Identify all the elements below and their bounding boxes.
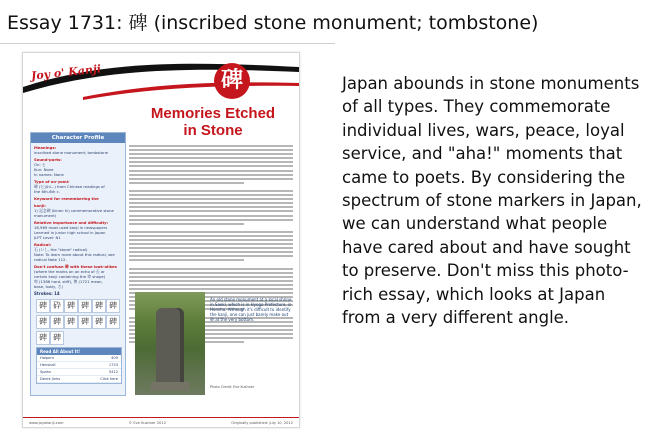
- profile-line: Keyword for remembering the: [34, 196, 99, 201]
- stats-label: Derek Jinks: [40, 377, 61, 381]
- stats-label: Halpern: [40, 356, 55, 360]
- profile-line: monument): [34, 213, 57, 218]
- footer-url: www.joyokanji.com: [29, 420, 64, 425]
- profile-line: Meanings:: [34, 145, 57, 150]
- profile-line: Radical:: [34, 242, 52, 247]
- essay-headline: [143, 105, 283, 139]
- greeked-text-line: [129, 231, 293, 233]
- profile-line: Relative importance and difficulty:: [34, 220, 109, 225]
- greeked-text-line: [129, 210, 293, 212]
- greeked-text-line: [129, 239, 293, 241]
- headline-line-1: Memories Etched: [150, 105, 276, 122]
- profile-heading: Character Profile: [31, 133, 125, 143]
- brand-logo: Joy o' Kanji: [30, 62, 102, 83]
- strokes-label: Strokes: 14: [34, 291, 60, 296]
- profile-line: 碑 (ヒ)(hi...) from Chinese readings of: [34, 184, 105, 189]
- profile-line: Don't confuse 碑 with these look-alikes: [34, 264, 117, 269]
- profile-line: Type of on-yomi:: [34, 179, 70, 184]
- profile-line: 18,969 most used kanji in newspapers: [34, 225, 108, 230]
- stats-value: 409: [111, 356, 118, 360]
- stats-label: Spahn: [40, 370, 52, 374]
- stroke-cell: 碑: [36, 315, 50, 329]
- profile-line: base, lowly, さ): [34, 284, 63, 289]
- greeked-text-line: [129, 243, 293, 245]
- greeked-text-line: [129, 198, 293, 200]
- stroke-cell: 碑: [78, 299, 92, 313]
- profile-line: certain kanji containing the 卑 shape): [34, 274, 106, 279]
- greeked-text-line: [129, 153, 293, 155]
- stone-shape: [156, 308, 184, 386]
- profile-line: inscribed stone monument; tombstone: [34, 150, 108, 155]
- greeked-text-line: [129, 161, 293, 163]
- greeked-text-line: [129, 157, 293, 159]
- profile-line: Sound-parts:: [34, 157, 62, 162]
- stroke-cell: 碑: [64, 315, 78, 329]
- greeked-text-line: [129, 145, 293, 147]
- stroke-cell: 碑: [106, 315, 120, 329]
- profile-line: JLPT Level: N1: [34, 235, 61, 240]
- stroke-cell: 碑: [36, 331, 50, 345]
- character-profile: [30, 132, 126, 396]
- stats-box: [36, 347, 122, 384]
- profile-line: Kun: None: [34, 167, 54, 172]
- profile-line: the 6th-6th c.: [34, 189, 60, 194]
- greeked-text-line: [129, 170, 293, 172]
- stats-value: 5412: [108, 370, 118, 374]
- stats-row: [37, 355, 121, 362]
- greeked-text-line: [129, 215, 293, 217]
- stroke-cell: 碑: [36, 299, 50, 313]
- profile-line: (where the marks on an echo of 石 or: [34, 269, 105, 274]
- stroke-cell: 碑: [92, 315, 106, 329]
- greeked-text-line: [129, 272, 293, 274]
- profile-line: kanji:: [34, 203, 46, 208]
- stats-row: [37, 362, 121, 369]
- stroke-cell: 碑: [92, 299, 106, 313]
- profile-line: Note: To learn more about this radical, see: [34, 252, 115, 257]
- greeked-text-line: [129, 149, 293, 151]
- greeked-text-line: [129, 235, 293, 237]
- headline-line-2: in Stone: [183, 122, 243, 139]
- profile-line: radical Note 112.: [34, 257, 67, 262]
- greeked-text-line: [129, 255, 293, 257]
- stats-row: [37, 369, 121, 376]
- photo-credit: Photo Credit: Eve Kushner: [210, 385, 255, 389]
- stroke-cell: 碑: [50, 331, 64, 345]
- stats-row: [37, 376, 121, 383]
- footer-published: Originally published: July 10, 2012: [231, 420, 293, 425]
- greeked-text-line: [129, 251, 293, 253]
- greeked-text-line: [129, 219, 293, 221]
- greeked-text-line: [129, 178, 293, 180]
- greeked-text-line: [129, 190, 293, 192]
- stroke-cell: 砕: [50, 299, 64, 313]
- essay-description: Japan abounds in stone monuments of all types. They commemorate individual lives, wars, peace, loyal service, and "aha!" moments that came to poets. By considering the spectrum of stone markers in Japan, we can understand what people have cared about and have sought to preserve. Don't miss this photo-rich essay, which looks at Japan from a very different angle.: [342, 74, 642, 328]
- profile-line: In names: None: [34, 172, 64, 177]
- greeked-text-line: [129, 288, 293, 290]
- stats-value: Click here: [100, 377, 118, 381]
- greeked-text-line: [129, 182, 244, 184]
- stone-monument-photo: [135, 292, 205, 395]
- greeked-text-line: [129, 194, 293, 196]
- greeked-text-line: [129, 259, 244, 261]
- kanji-badge: 碑: [214, 63, 250, 99]
- greeked-text-line: [129, 202, 293, 204]
- greeked-text-line: [129, 284, 293, 286]
- footer-copyright: © Eve Kushner 2012: [128, 420, 167, 425]
- profile-line: 卑 (1386 hard, stiff), 俾 (1721 mean,: [34, 279, 103, 284]
- greeked-text-line: [129, 206, 293, 208]
- thumbnail-footer: [23, 417, 299, 427]
- essay-thumbnail[interactable]: [22, 52, 300, 428]
- greeked-text-line: [129, 280, 293, 282]
- stroke-cell: 碑: [106, 299, 120, 313]
- stroke-order-grid: [31, 298, 125, 346]
- stats-value: 1733: [108, 363, 118, 367]
- page-title: Essay 1731: 碑 (inscribed stone monument; tombstone): [7, 12, 539, 34]
- stroke-cell: 碑: [64, 299, 78, 313]
- greeked-text-line: [129, 165, 293, 167]
- stroke-cell: 碑: [50, 315, 64, 329]
- greeked-text-line: [129, 247, 293, 249]
- profile-line: On: ヒ: [34, 162, 46, 167]
- stroke-cell: 碑: [78, 315, 92, 329]
- stats-heading: Read All About It!: [37, 348, 121, 355]
- profile-line: Learned in junior high school in Japan: [34, 230, 106, 235]
- greeked-text-line: [129, 174, 293, 176]
- greeked-text-line: [129, 223, 244, 225]
- profile-line: 石 (いし, the "stone" radical): [34, 247, 88, 252]
- profile-lines: [31, 145, 125, 289]
- profile-line: 1) 記念碑 (kinen hi) commemorative stone: [34, 208, 114, 213]
- photo-caption: An old stone monument at a local shrine in Saeki, which is in Hyogo Prefecture, in Honshu. Although it's difficult to identify the kanji, one can just barely make out 碑 at the very bottom.: [210, 297, 292, 322]
- stats-label: Henshall: [40, 363, 56, 367]
- title-divider: [0, 43, 335, 44]
- stone-base-shape: [151, 382, 189, 391]
- stats-rows: [37, 355, 121, 383]
- greeked-text-line: [129, 268, 293, 270]
- greeked-text-line: [129, 276, 293, 278]
